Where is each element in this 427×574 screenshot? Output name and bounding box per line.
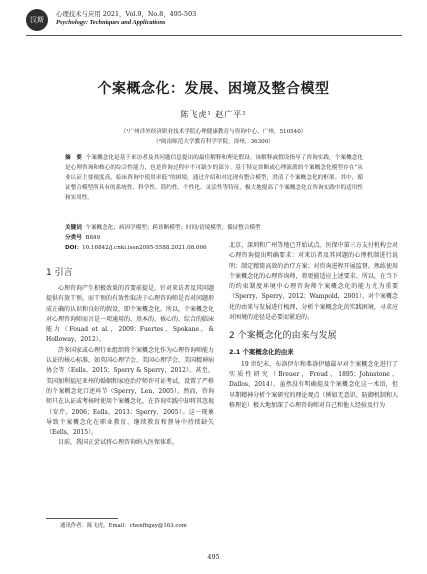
- footnote-rule: [46, 518, 118, 519]
- paragraph: 心理咨询产生积极效果的首要前提是，针对来访者及其问题提供有效干预。而干预的有效性取决于心理咨询师是否对问题形成正确的认识和良好的假设，即个案概念化。所以，个案概念化对心理咨询师而言是一项通用的、基本的、核心的、综合的临床能力（Fouad et al.，2009；Fuertes，Spokane，& Holloway，2012）。: [46, 285, 215, 344]
- corresponding-author-footnote: 通讯作者：陈飞虎，Email：chenfhgay@163.com: [60, 523, 187, 529]
- page-number: 495: [207, 553, 220, 561]
- classification-label: 分类号: [65, 235, 82, 241]
- abstract-label: 摘 要: [65, 155, 82, 161]
- journal-header: [26, 8, 406, 34]
- affiliation-2: （²闽南师范大学教育科学学院，漳州，36300）: [153, 139, 274, 145]
- journal-logo: 汉斯: [26, 9, 48, 31]
- paper-title: 个案概念化：发展、困境及整合模型: [97, 81, 330, 97]
- paragraph: 目前，我国正尝试将心理咨询纳入医保体系，: [58, 439, 179, 447]
- keywords: [65, 223, 261, 231]
- left-column: [46, 260, 214, 449]
- classification-text: B849: [85, 235, 101, 241]
- paragraph: 19 世纪末，布洛伊尔和弗洛伊德最早对个案概念化进行了实质性研究（Breuer，Freud，1895；Johnstone，Dallos，2014）。虽然没有明确提及个案概念化这一术语，但早期精神分析个案研究的理论观点（例如无意识、防御机制和人格理论）极大地加深了心理咨询师对自己和他人经验及行为: [229, 360, 398, 409]
- section-2-1-heading: 2.1 个案概念化的由来: [229, 348, 294, 357]
- paragraph: 許多国家或心理行业组织将个案概念化作为心理咨询师能力认证的核心标准，如英国心理学会、美国心理学会、美国精神病协会等（Eells，2015；Sperry & Sperry，2012）。甚至，美国加利福尼亚州的婚姻和家庭治疗师许可证考试，设置了严格的个案概念化口述环节（Sperry，Len，2005）。然而，咨询师只在认证或考核时使用个案概念化，在咨询实践中却将其忽视（安芹，2006；Eells，2013；Sperry，2005）。这一现象导致个案概念化在职业教育、继续教育和督导中持续缺失（Eells，2015）。: [46, 346, 215, 437]
- section-2-heading: 2 个案概念化的由来与发展: [229, 331, 337, 342]
- journal-citation: 心理技术与应用 2021，Vol.9，No.8，495-503: [56, 10, 197, 18]
- keywords-label: 关键词: [65, 225, 82, 231]
- doi-label: DOI：: [65, 245, 83, 251]
- journal-name-en: Psychology: Techniques and Applications: [56, 19, 166, 26]
- doi: [65, 243, 207, 251]
- classification: [65, 233, 100, 241]
- abstract-text: 个案概念化是基于来访者及其问题信息提出的最佳解释和理论假设、该解释或假设指导了咨询实践。个案概念化是心理咨询和核心的综合性能力，也是咨询过程中不可缺少的部分。基于特定诊断或心理流派的个案概念化模型存在“从业认证主要视度高，临床咨询中使用率低”的困境。通过介绍和对比现有整合模型，澄清了个案概念化的框架。其中，循证整合模型所具有的系统性、科学性、简约性、个性化、灵活性等特征，极大地提高了个案概念化在咨询实践中的适用性和实用性。: [65, 155, 363, 201]
- affiliation-1: （¹广州涉外经济职业技术学院心理健康教育与咨询中心，广州，510540）: [120, 129, 307, 135]
- paragraph: 北京、深圳和广州等地已开始试点。医保中第三方支付机构会对心理咨询提出明确要求：对来访者及其问题的心理机制进行说明；制定精简高效的治疗方案；对咨询进程开展监督。熟练使用个案概念化的心理咨询师，将更能适应上述要求。所以，在当下的约束制度环境中心理咨询师个案概念化的能力尤为重要（Sperry，Sperry，2012；Wampold，2001）。对个案概念化的由来与发展进行梳理，分析个案概念化的实践困境，寻求应对困境的途径是必要而紧迫的。: [229, 242, 398, 322]
- doi-text: 10.16842/j.cnki.issn2095-5588.2021.08.006: [82, 245, 207, 251]
- paper-authors: 陈飞虎¹ 赵广平²: [180, 110, 247, 119]
- keywords-text: 个案概念化；病因学模型；跨诊断模型；时间/语境模型；循证整合模型: [85, 225, 261, 231]
- right-column: [229, 241, 398, 411]
- header-rule: [26, 35, 402, 36]
- abstract: [65, 153, 363, 203]
- section-1-heading: 1 引言: [46, 268, 73, 278]
